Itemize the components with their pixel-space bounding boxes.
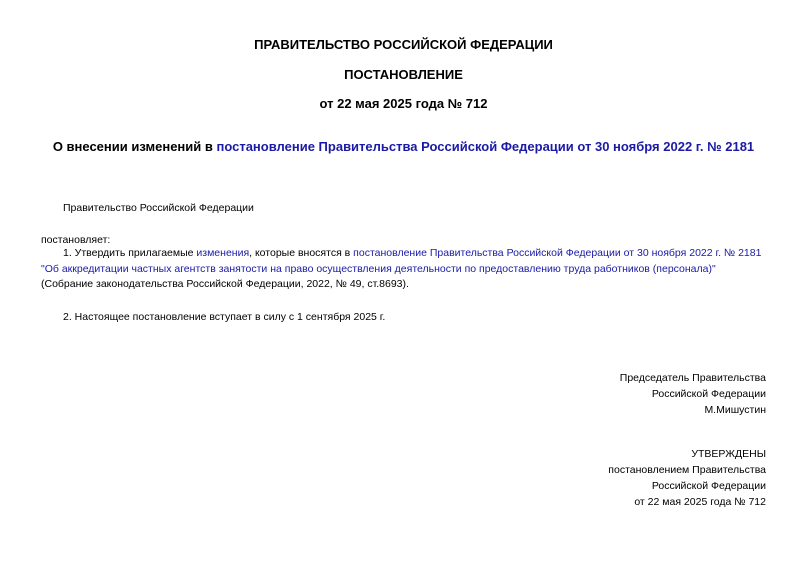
resolution-2181-link[interactable]: постановление Правительства Российской Федерации от 30 ноября 2022 г. № 2181 "Об аккредитации частных агентств занятости на право осуществления деятельности по предоставлению труда работников (персонала)" (41, 247, 762, 275)
signatory-name: М.Мишустин (704, 404, 766, 416)
document-title (30, 139, 777, 154)
document-type: ПОСТАНОВЛЕНИЕ (344, 67, 463, 82)
government-heading: ПРАВИТЕЛЬСТВО РОССИЙСКОЙ ФЕДЕРАЦИИ (254, 37, 553, 52)
approval-line-2: постановлением Правительства (608, 464, 766, 476)
government-subject: Правительство Российской Федерации (63, 202, 254, 214)
approval-block (608, 446, 766, 510)
signature-block (620, 370, 766, 418)
title-resolution-link[interactable]: постановление Правительства Российской Федерации от 30 ноября 2022 г. № 2181 (216, 139, 755, 154)
title-prefix: О внесении изменений в (52, 139, 217, 154)
signature-position-2: Российской Федерации (651, 388, 766, 400)
document-date-number: от 22 мая 2025 года № 712 (319, 96, 488, 111)
approval-line-3: Российской Федерации (651, 480, 766, 492)
decides-word: постановляет: (41, 234, 111, 246)
p1-text-1: 1. Утвердить прилагаемые (63, 247, 197, 259)
changes-link[interactable]: изменения (196, 247, 250, 259)
paragraph-1 (41, 246, 769, 293)
signature-position: Председатель Правительства (619, 372, 766, 384)
p1-text-3: (Собрание законодательства Российской Федерации, 2022, № 49, ст.8693). (41, 278, 409, 290)
approval-date: от 22 мая 2025 года № 712 (634, 496, 766, 508)
paragraph-2: 2. Настоящее постановление вступает в силу с 1 сентября 2025 г. (63, 311, 386, 323)
p1-text-2: , которые вносятся в (249, 247, 354, 259)
approval-title: УТВЕРЖДЕНЫ (691, 448, 766, 460)
